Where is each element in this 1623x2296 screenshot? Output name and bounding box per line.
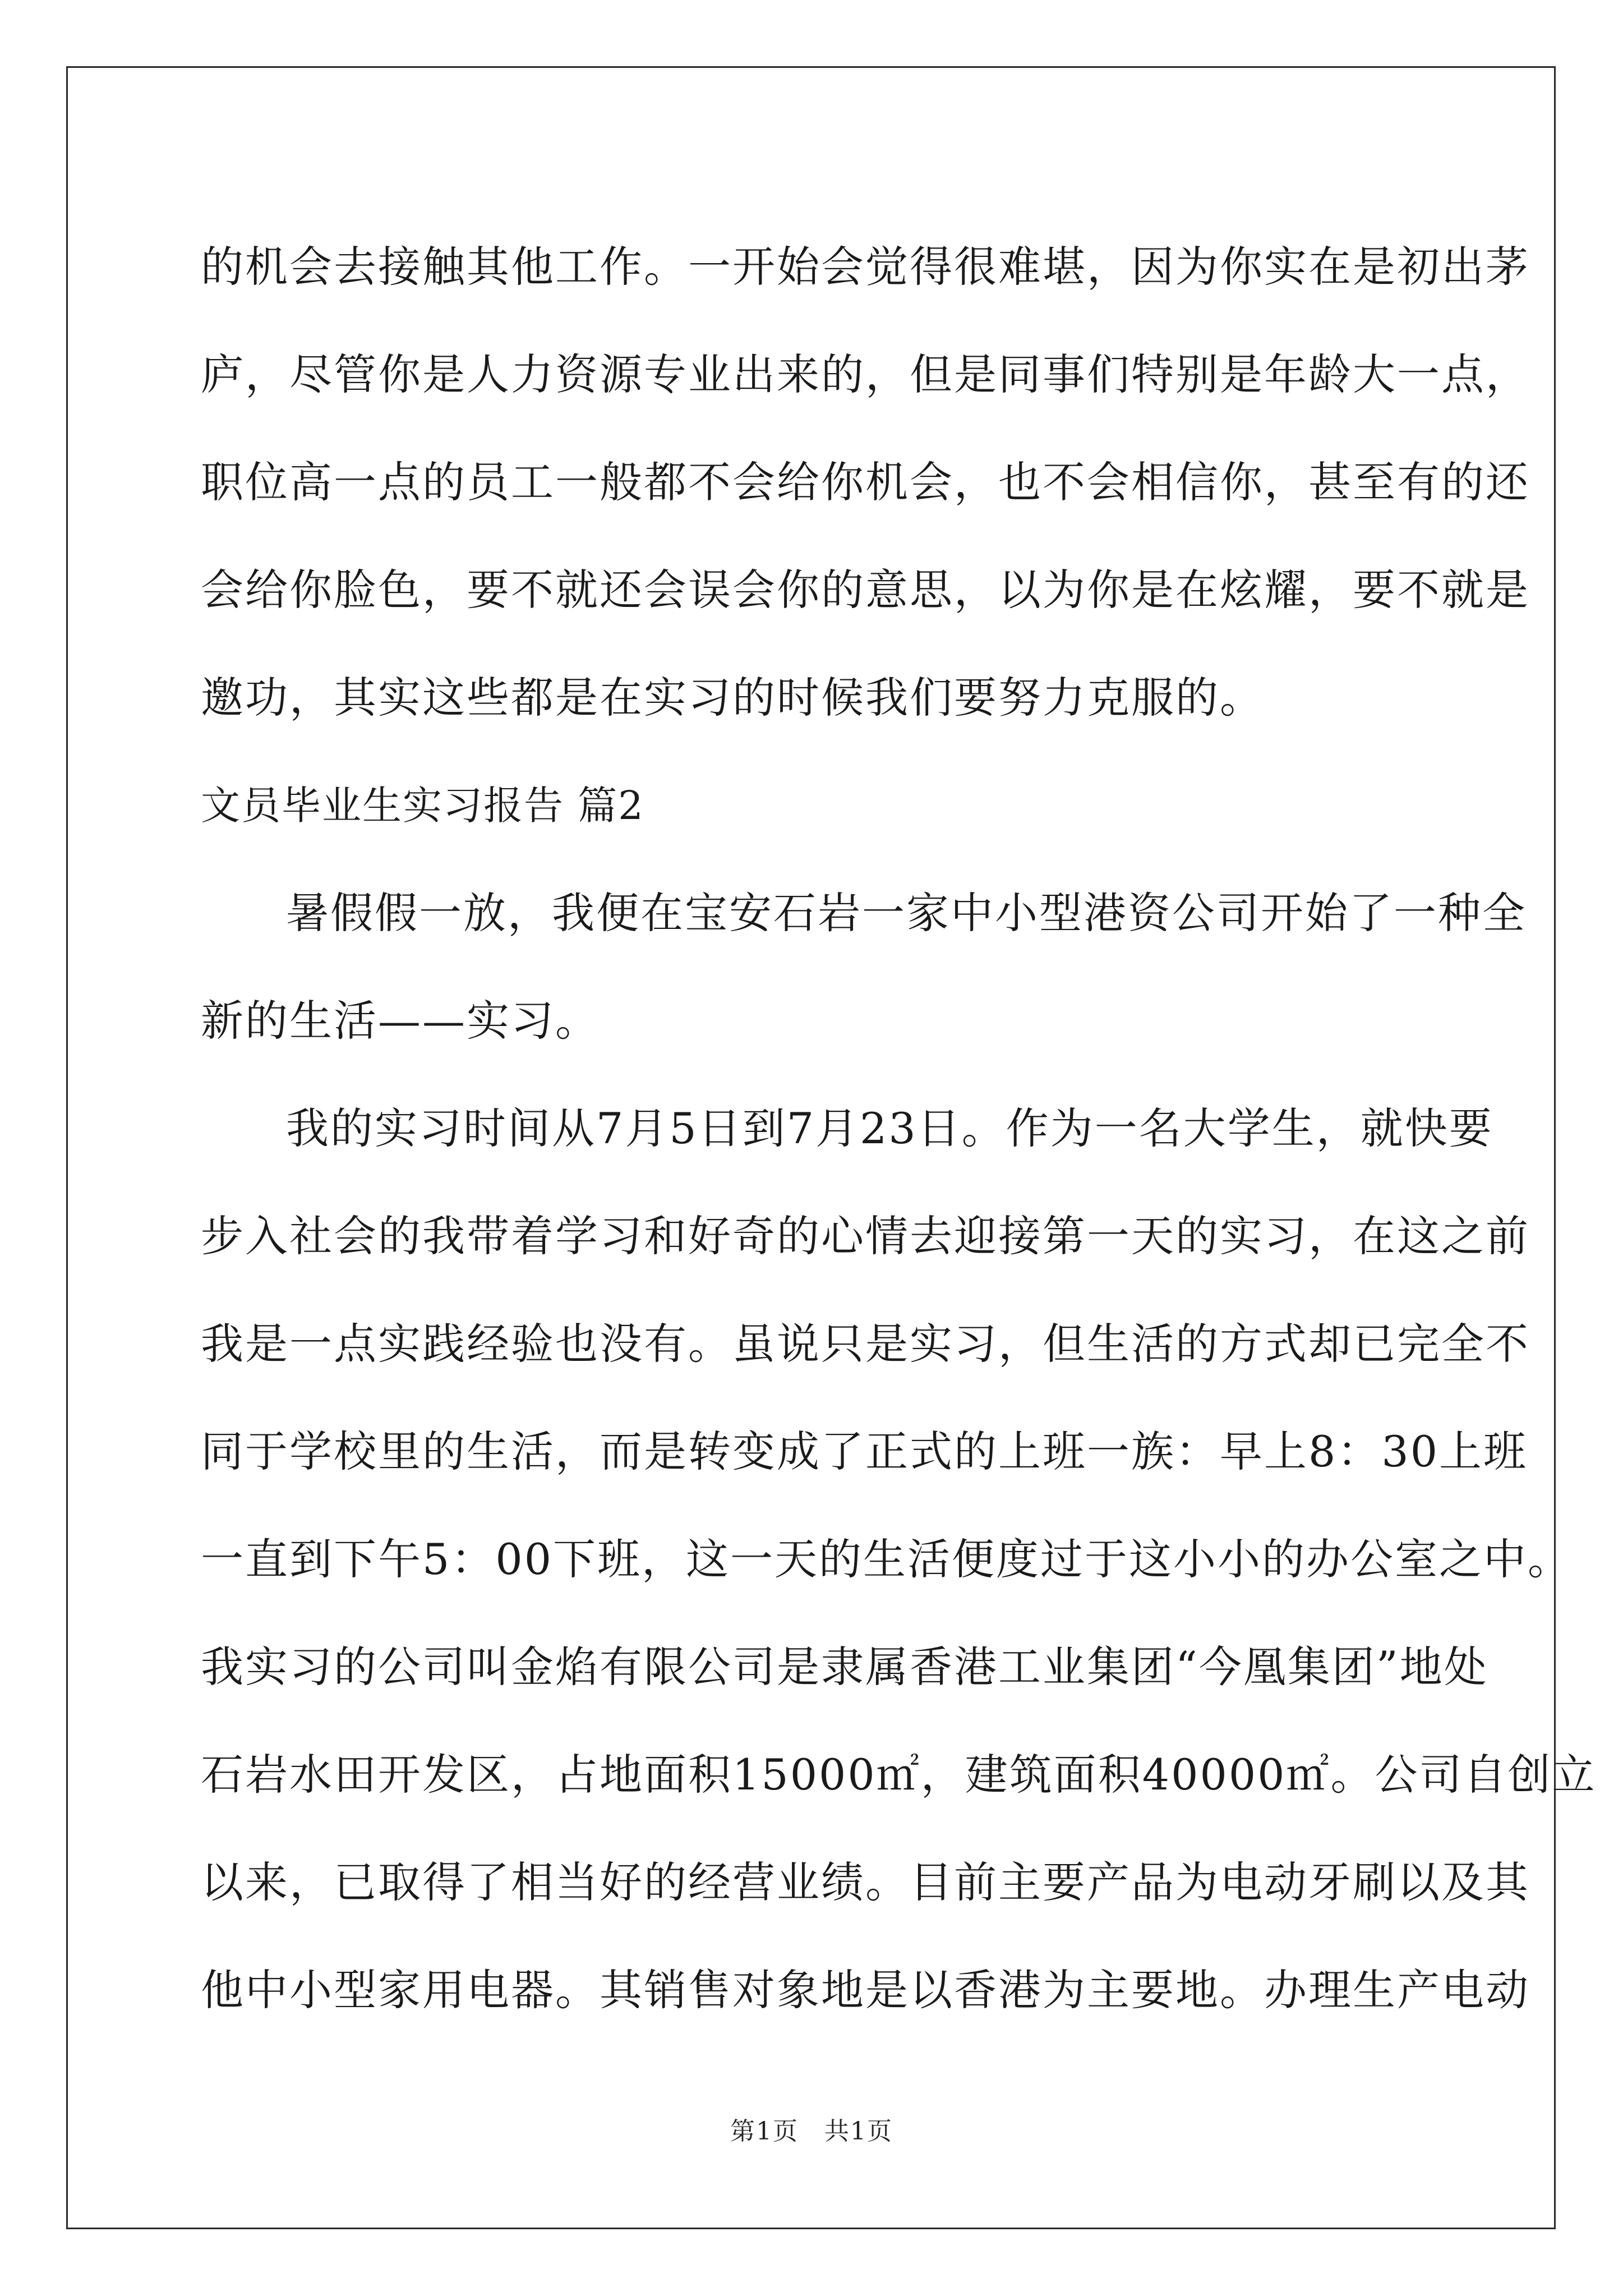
paragraph-start-line: 我的实习时间从7月5日到7月23日。作为一名大学生，就快要: [286, 1103, 1493, 1153]
body-line: 一直到下午5：00下班，这一天的生活便度过于这小小的办公室之中。: [201, 1534, 1573, 1584]
body-line: 职位高一点的员工一般都不会给你机会，也不会相信你，甚至有的还: [201, 457, 1530, 507]
body-line: 邀功，其实这些都是在实习的时候我们要努力克服的。: [201, 673, 1264, 723]
paragraph-start-line: 暑假假一放，我便在宝安石岩一家中小型港资公司开始了一种全: [286, 888, 1527, 938]
body-line: 庐，尽管你是人力资源专业出来的，但是同事们特别是年龄大一点，: [201, 349, 1530, 399]
document-body: [201, 213, 1597, 2044]
body-line: 他中小型家用电器。其销售对象地是以香港为主要地。办理生产电动: [201, 1965, 1530, 2015]
page-footer: 第1页 共1页: [730, 2117, 893, 2146]
body-line: 我是一点实践经验也没有。虽说只是实习，但生活的方式却已完全不: [201, 1319, 1530, 1369]
body-line: 新的生活——实习。: [201, 996, 600, 1046]
body-line: 同于学校里的生活，而是转变成了正式的上班一族：早上8：30上班: [201, 1427, 1528, 1476]
body-line: 石岩水田开发区，占地面积15000㎡，建筑面积40000㎡。公司自创立: [201, 1750, 1597, 1800]
body-line: 我实习的公司叫金焰有限公司是隶属香港工业集团“今凰集团”地处: [201, 1642, 1488, 1692]
body-line: 步入社会的我带着学习和好奇的心情去迎接第一天的实习，在这之前: [201, 1211, 1530, 1261]
section-heading: 文员毕业生实习报告 篇2: [201, 783, 644, 829]
body-line: 会给你脸色，要不就还会误会你的意思，以为你是在炫耀，要不就是: [201, 565, 1530, 615]
body-line: 的机会去接触其他工作。一开始会觉得很难堪，因为你实在是初出茅: [201, 242, 1530, 292]
body-line: 以来，已取得了相当好的经营业绩。目前主要产品为电动牙刷以及其: [201, 1857, 1530, 1907]
